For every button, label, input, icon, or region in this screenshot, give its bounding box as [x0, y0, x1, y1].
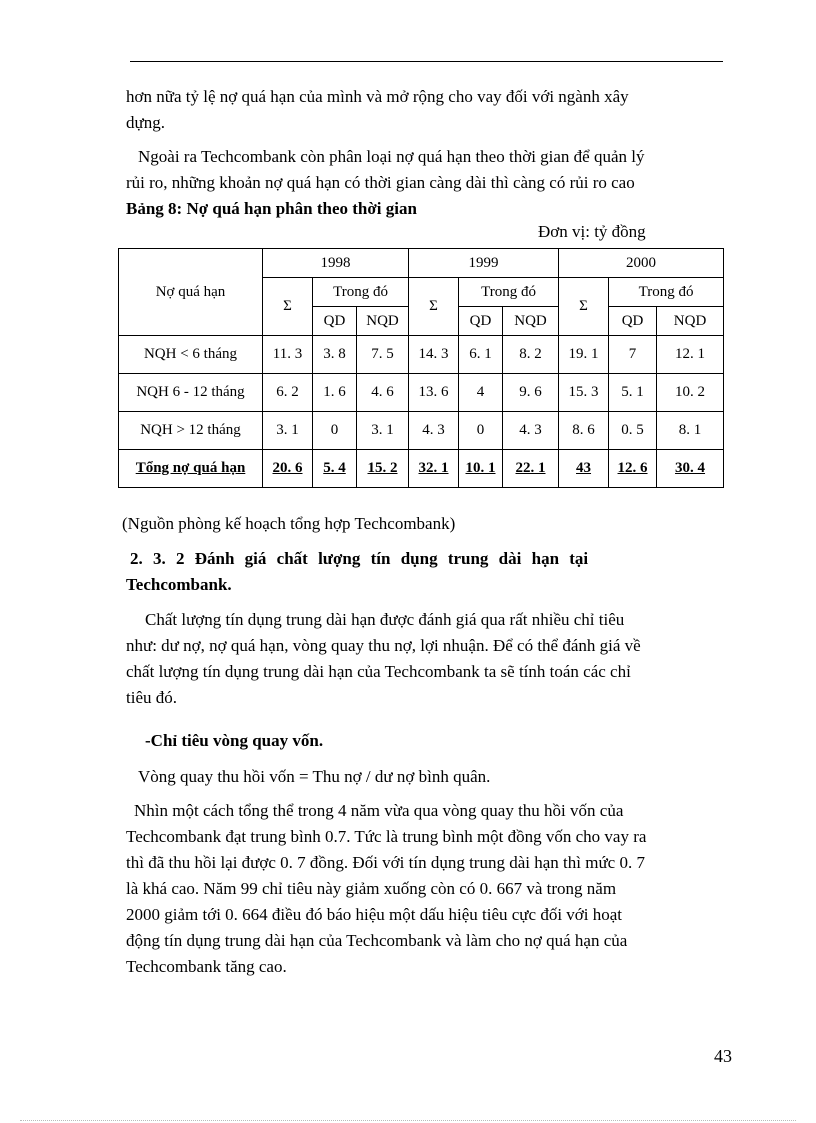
table-cell: 4. 3: [503, 412, 559, 450]
nqd-1998: NQD: [357, 307, 409, 336]
table-cell: 13. 6: [409, 374, 459, 412]
sigma-1999: Σ: [409, 278, 459, 336]
table-row-total: [119, 450, 724, 488]
sigma-2000: Σ: [559, 278, 609, 336]
footer-rule: [20, 1120, 796, 1121]
paragraph-4-line-1: Nhìn một cách tổng thể trong 4 năm vừa qua vòng quay thu hồi vốn của: [134, 801, 624, 820]
table-cell: 7: [609, 336, 657, 374]
paragraph-4-line-5: 2000 giảm tới 0. 664 điều đó báo hiệu một dấu hiệu tiêu cực đối với hoạt: [126, 905, 623, 924]
header-no-qua-han: Nợ quá hạn: [119, 249, 263, 336]
table-cell: 12. 1: [657, 336, 724, 374]
table-cell: 11. 3: [263, 336, 313, 374]
unit-label: Đơn vị: tỷ đồng: [538, 222, 646, 241]
nqd-2000: NQD: [657, 307, 724, 336]
table-cell: 5. 1: [609, 374, 657, 412]
row-label: Tổng nợ quá hạn: [119, 450, 263, 488]
paragraph-4-line-3: thì đã thu hồi lại được 0. 7 đồng. Đối với tín dụng trung dài hạn thì mức 0. 7: [126, 853, 645, 872]
paragraph-4-line-6: động tín dụng trung dài hạn của Techcombank và làm cho nợ quá hạn của: [126, 931, 628, 950]
table-cell: 20. 6: [263, 450, 313, 488]
table-cell: 3. 8: [313, 336, 357, 374]
table-cell: 9. 6: [503, 374, 559, 412]
paragraph-3-line-3: chất lượng tín dụng trung dài hạn của Techcombank ta sẽ tính toán các chỉ: [126, 662, 631, 681]
paragraph-3-line-4: tiêu đó.: [126, 688, 177, 707]
paragraph-1-line-1: hơn nữa tỷ lệ nợ quá hạn của mình và mở rộng cho vay đối với ngành xây: [126, 87, 629, 106]
year-1998: 1998: [263, 249, 409, 278]
table-cell: 0. 5: [609, 412, 657, 450]
qd-1999: QD: [459, 307, 503, 336]
table-cell: 22. 1: [503, 450, 559, 488]
table-cell: 4. 3: [409, 412, 459, 450]
table-cell: 32. 1: [409, 450, 459, 488]
table-cell: 8. 1: [657, 412, 724, 450]
row-label: NQH < 6 tháng: [119, 336, 263, 374]
table-cell: 14. 3: [409, 336, 459, 374]
qd-2000: QD: [609, 307, 657, 336]
table-cell: 10. 1: [459, 450, 503, 488]
table-cell: 30. 4: [657, 450, 724, 488]
paragraph-3-line-1: Chất lượng tín dụng trung dài hạn được đánh giá qua rất nhiều chỉ tiêu: [145, 610, 625, 629]
indicator-heading: -Chỉ tiêu vòng quay vốn.: [145, 731, 324, 750]
table-cell: 19. 1: [559, 336, 609, 374]
table-cell: 1. 6: [313, 374, 357, 412]
table-cell: 3. 1: [263, 412, 313, 450]
table-cell: 0: [313, 412, 357, 450]
table-row: [119, 336, 724, 374]
year-1999: 1999: [409, 249, 559, 278]
formula-line: Vòng quay thu hồi vốn = Thu nợ / dư nợ bình quân.: [138, 767, 491, 786]
table-cell: 10. 2: [657, 374, 724, 412]
paragraph-2-line-2: rủi ro, những khoản nợ quá hạn có thời gian càng dài thì càng có rủi ro cao: [126, 173, 635, 192]
paragraph-4-line-4: là khá cao. Năm 99 chỉ tiêu này giảm xuống còn có 0. 667 và trong năm: [126, 879, 617, 898]
overdue-debt-table: [118, 248, 724, 488]
section-heading-line-2: Techcombank.: [126, 575, 232, 594]
table-cell: 5. 4: [313, 450, 357, 488]
table-cell: 12. 6: [609, 450, 657, 488]
table-row: [119, 374, 724, 412]
table-cell: 7. 5: [357, 336, 409, 374]
row-label: NQH > 12 tháng: [119, 412, 263, 450]
table-cell: 3. 1: [357, 412, 409, 450]
table-row: [119, 412, 724, 450]
table-caption: Bảng 8: Nợ quá hạn phân theo thời gian: [126, 199, 417, 218]
trong-do-1999: Trong đó: [459, 278, 559, 307]
table-cell: 8. 6: [559, 412, 609, 450]
table-cell: 0: [459, 412, 503, 450]
paragraph-4-line-2: Techcombank đạt trung bình 0.7. Tức là trung bình một đồng vốn cho vay ra: [126, 827, 647, 846]
trong-do-1998: Trong đó: [313, 278, 409, 307]
source-note: (Nguồn phòng kế hoạch tổng hợp Techcombank): [122, 514, 456, 533]
table-cell: 6. 2: [263, 374, 313, 412]
paragraph-2-line-1: Ngoài ra Techcombank còn phân loại nợ quá hạn theo thời gian để quản lý: [138, 147, 645, 166]
table-cell: 4. 6: [357, 374, 409, 412]
table-cell: 15. 2: [357, 450, 409, 488]
page-number: 43: [714, 1046, 732, 1066]
sigma-1998: Σ: [263, 278, 313, 336]
paragraph-3-line-2: như: dư nợ, nợ quá hạn, vòng quay thu nợ, lợi nhuận. Để có thể đánh giá về: [126, 636, 641, 655]
table-cell: 15. 3: [559, 374, 609, 412]
table-cell: 8. 2: [503, 336, 559, 374]
table-cell: 43: [559, 450, 609, 488]
year-2000: 2000: [559, 249, 724, 278]
nqd-1999: NQD: [503, 307, 559, 336]
paragraph-4-line-7: Techcombank tăng cao.: [126, 957, 287, 976]
section-heading-line-1: 2. 3. 2 Đánh giá chất lượng tín dụng trung dài hạn tại: [130, 549, 589, 568]
table-cell: 6. 1: [459, 336, 503, 374]
paragraph-1-line-2: dựng.: [126, 113, 165, 132]
trong-do-2000: Trong đó: [609, 278, 724, 307]
table-cell: 4: [459, 374, 503, 412]
qd-1998: QD: [313, 307, 357, 336]
row-label: NQH 6 - 12 tháng: [119, 374, 263, 412]
header-rule: [130, 61, 723, 62]
